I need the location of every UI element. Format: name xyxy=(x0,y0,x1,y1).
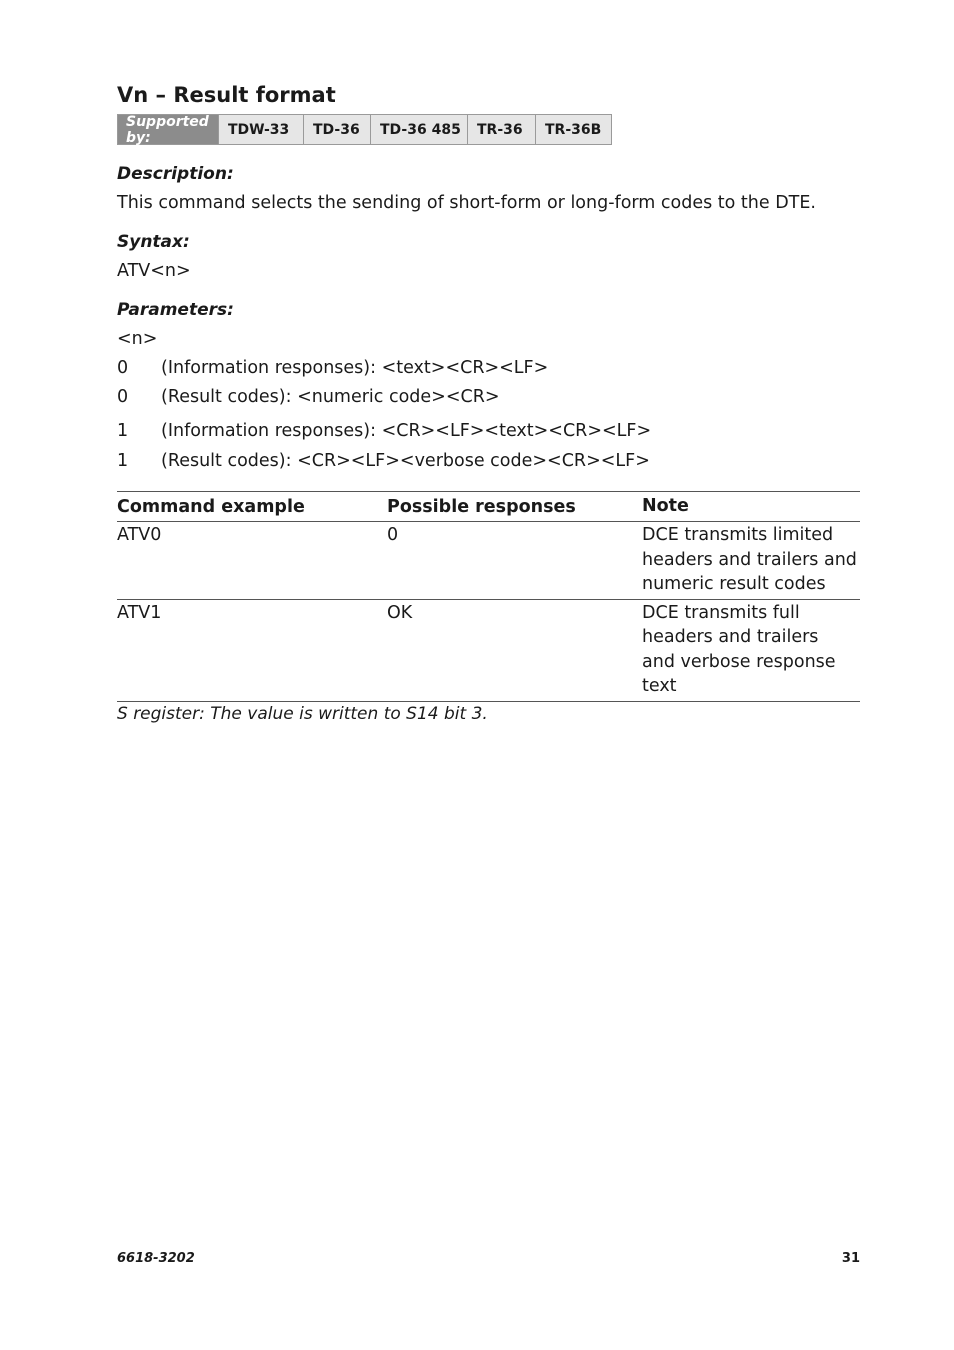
model-tdw-33: TDW-33 xyxy=(218,115,303,144)
syntax-text: ATV<n> xyxy=(117,261,191,281)
supported-by-label: Supported by: xyxy=(118,115,218,144)
parameter-name: <n> xyxy=(117,329,158,349)
page-title: Vn – Result format xyxy=(117,83,336,107)
parameter-value: 0 xyxy=(117,387,129,407)
note-line: DCE transmits full xyxy=(642,602,800,623)
parameter-value: 0 xyxy=(117,358,129,378)
parameter-value: 1 xyxy=(117,421,129,441)
parameter-value: 1 xyxy=(117,451,129,471)
parameter-row xyxy=(117,451,650,471)
supported-by-bar xyxy=(117,114,612,145)
column-header-note: Note xyxy=(642,496,689,517)
syntax-heading: Syntax: xyxy=(117,232,190,252)
column-header-command: Command example xyxy=(117,496,305,517)
model-tr-36: TR-36 xyxy=(467,115,535,144)
model-td-36-485: TD-36 485 xyxy=(370,115,467,144)
parameters-heading: Parameters: xyxy=(117,300,234,320)
note-line: DCE transmits limited xyxy=(642,525,834,545)
command-table xyxy=(117,491,860,702)
page-number: 31 xyxy=(841,1251,860,1266)
command-cell: ATV0 xyxy=(117,525,162,545)
footnote: S register: The value is written to S14 bit 3. xyxy=(117,704,488,724)
note-line: text xyxy=(642,676,677,696)
parameter-row xyxy=(117,387,500,407)
model-td-36: TD-36 xyxy=(303,115,370,144)
model-tr-36b: TR-36B xyxy=(535,115,611,144)
column-header-responses: Possible responses xyxy=(387,496,576,517)
parameter-description: (Information responses): <text><CR><LF> xyxy=(161,358,549,378)
note-cell xyxy=(642,601,860,699)
document-number: 6618-3202 xyxy=(117,1251,195,1266)
command-cell: ATV1 xyxy=(117,602,162,623)
response-cell: 0 xyxy=(387,525,399,545)
note-line: headers and trailers xyxy=(642,627,819,647)
note-line: headers and trailers and xyxy=(642,549,857,570)
response-cell: OK xyxy=(387,602,413,623)
table-row xyxy=(117,600,860,702)
note-line: numeric result codes xyxy=(642,574,826,594)
note-cell xyxy=(642,523,860,597)
parameter-description: (Information responses): <CR><LF><text><CR><LF> xyxy=(161,421,652,441)
description-text: This command selects the sending of short-form or long-form codes to the DTE. xyxy=(117,193,816,213)
description-heading: Description: xyxy=(117,164,234,184)
parameter-description: (Result codes): <CR><LF><verbose code><CR><LF> xyxy=(161,451,650,471)
parameter-row xyxy=(117,421,651,441)
note-line: and verbose response xyxy=(642,651,836,672)
table-header-row xyxy=(117,492,860,522)
parameter-description: (Result codes): <numeric code><CR> xyxy=(161,387,500,407)
parameter-row xyxy=(117,358,548,378)
table-row xyxy=(117,522,860,600)
